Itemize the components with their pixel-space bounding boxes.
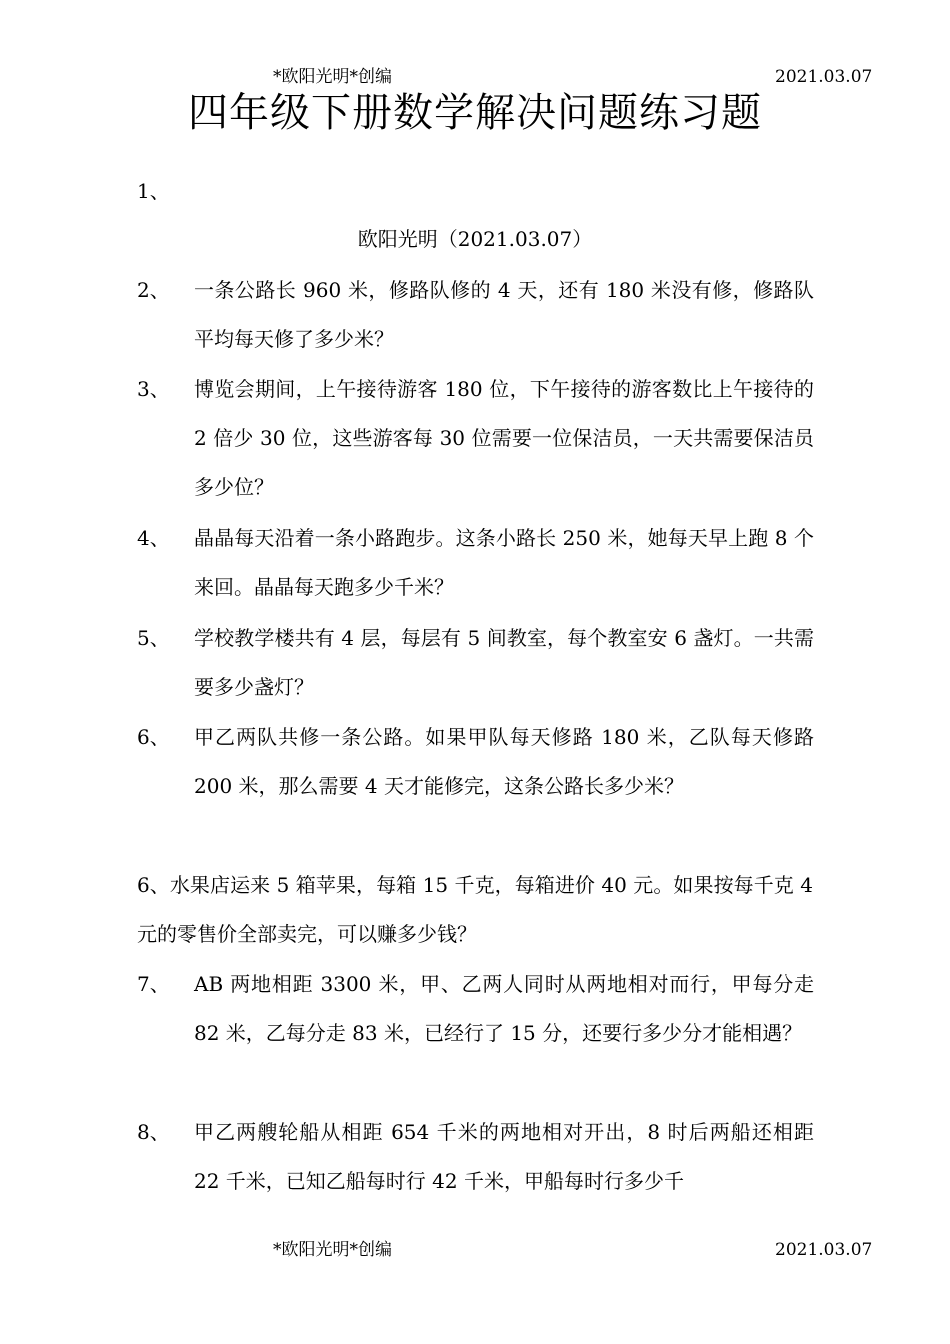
question-text: 甲乙两艘轮船从相距 654 千米的两地相对开出，8 时后两船还相距 22 千米，已知乙船每时行 42 千米，甲船每时行多少千 bbox=[194, 1120, 814, 1193]
question-text: 学校教学楼共有 4 层，每层有 5 间教室，每个教室安 6 盏灯。一共需要多少盏灯？ bbox=[194, 626, 814, 699]
question-number: 2、 bbox=[137, 278, 170, 302]
question-number: 4、 bbox=[137, 526, 170, 550]
question-text: 博览会期间，上午接待游客 180 位，下午接待的游客数比上午接待的 2 倍少 30 位，这些游客每 30 位需要一位保洁员，一天共需要保洁员多少位？ bbox=[194, 377, 814, 499]
footer-left-text: *欧阳光明*创编 bbox=[273, 1240, 392, 1260]
question-text: 晶晶每天沿着一条小路跑步。这条小路长 250 米，她每天早上跑 8 个来回。晶晶每天跑多少千米？ bbox=[194, 526, 814, 599]
question-number: 1、 bbox=[137, 179, 170, 203]
header-left-text: *欧阳光明*创编 bbox=[273, 67, 392, 87]
question-text: 甲乙两队共修一条公路。如果甲队每天修路 180 米，乙队每天修路 200 米，那么需要 4 天才能修完，这条公路长多少米？ bbox=[194, 725, 814, 798]
author-line: 欧阳光明（2021.03.07） bbox=[357, 227, 593, 251]
footer-date: 2021.03.07 bbox=[775, 1240, 873, 1260]
header-date: 2021.03.07 bbox=[775, 67, 873, 87]
question-number: 6、 bbox=[137, 725, 170, 749]
question-number: 7、 bbox=[137, 972, 170, 996]
question-text: 6、水果店运来 5 箱苹果，每箱 15 千克，每箱进价 40 元。如果按每千克 4 元的零售价全部卖完，可以赚多少钱？ bbox=[137, 873, 813, 946]
question-number: 8、 bbox=[137, 1120, 170, 1144]
page-title: 四年级下册数学解决问题练习题 bbox=[188, 90, 762, 136]
question-number: 3、 bbox=[137, 377, 170, 401]
question-text: 一条公路长 960 米，修路队修的 4 天，还有 180 米没有修，修路队平均每天修了多少米？ bbox=[194, 278, 814, 351]
question-text: AB 两地相距 3300 米，甲、乙两人同时从两地相对而行，甲每分走 82 米，乙每分走 83 米，已经行了 15 分，还要行多少分才能相遇？ bbox=[194, 972, 814, 1045]
question-number: 5、 bbox=[137, 626, 170, 650]
